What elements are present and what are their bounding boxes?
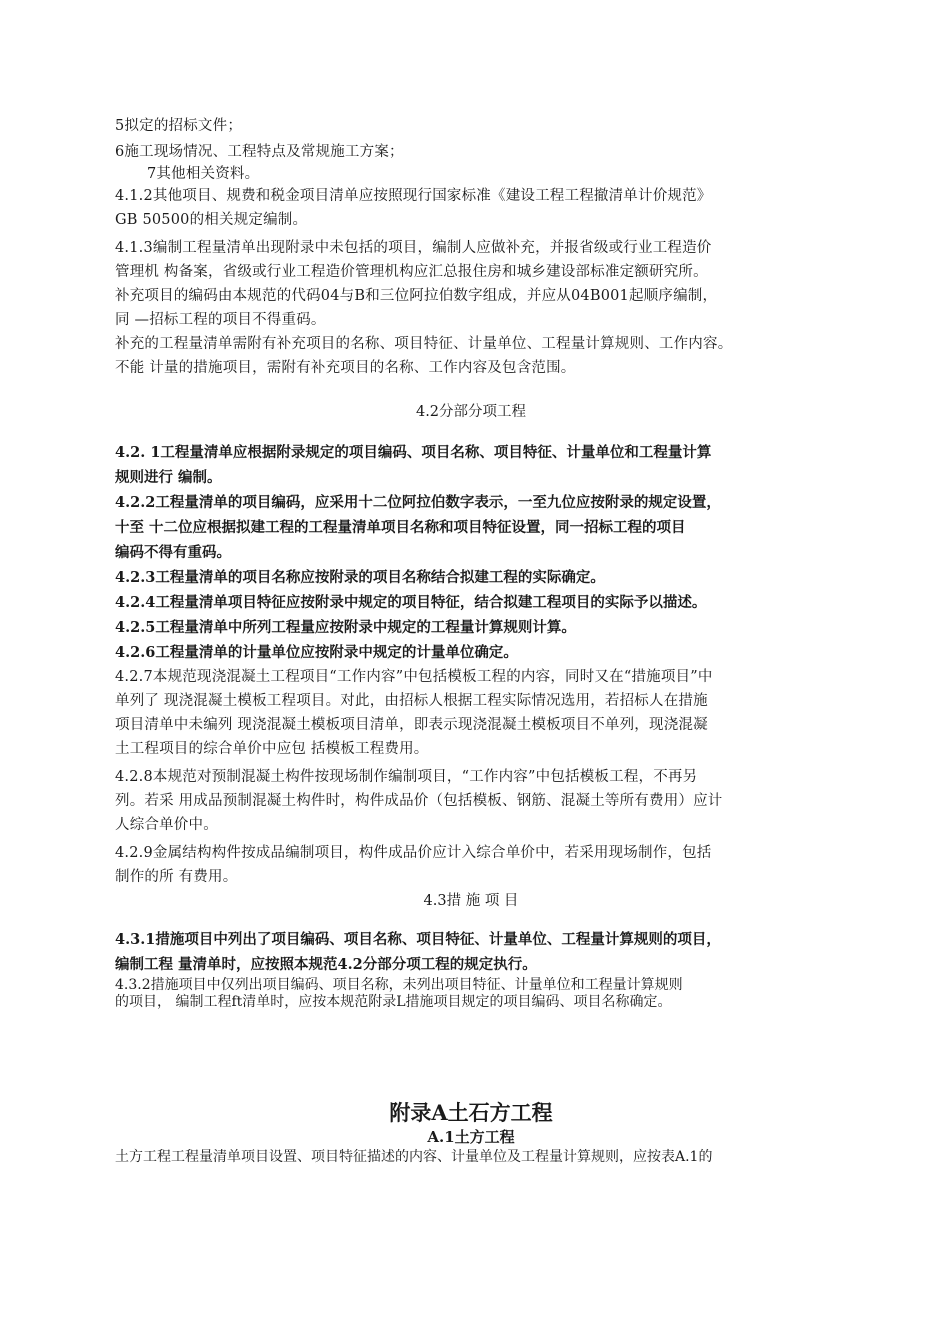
section-heading: 4.3措 施 项 目 [423,893,519,909]
text-line: 的项目， 编制工程ft清单时，应按本规范附录L措施项目规定的项目编码、项目名称确定。 [115,994,672,1010]
text-line: 管理机 构备案，省级或行业工程造价管理机构应汇总报住房和城乡建设部标准定额研究所。 [115,264,708,280]
text-line: 补充项目的编码由本规范的代码04与B和三位阿拉伯数字组成，并应从04B001起顺序编制， [115,288,718,304]
text-line: 土方工程工程量清单项目设置、项目特征描述的内容、计量单位及工程量计算规则，应按表A.1的 [115,1149,713,1165]
bold-clause: 十至 十二位应根据拟建工程的工程量清单项目名称和项目特征设置，同一招标工程的项目 [115,519,686,536]
text-line: 补充的工程量清单需附有补充项目的名称、项目特征、计量单位、工程量计算规则、工作内容。 [115,336,733,352]
text-line: 人综合单价中。 [115,817,218,833]
bold-clause: 编码不得有重码。 [115,544,231,561]
text-line: 4.2.7本规范现浇混凝土工程项目“工作内容”中包括模板工程的内容，同时又在“措施项目”中 [115,669,713,685]
bold-clause: 4.2.6工程量清单的计量单位应按附录中规定的计量单位确定。 [115,644,518,661]
bold-clause: 编制工程 量清单时，应按照本规范4.2分部分项工程的规定执行。 [115,956,537,973]
text-line: 4.2.9金属结构构件按成品编制项目，构件成品价应计入综合单价中，若采用现场制作，包括 [115,845,712,861]
bold-clause: 规则进行 编制。 [115,469,222,486]
text-line: 4.2.8本规范对预制混凝土构件按现场制作编制项目，“工作内容”中包括模板工程，不再另 [115,769,698,785]
text-line: 4.1.3编制工程量清单出现附录中未包括的项目，编制人应做补充，并报省级或行业工程造价 [115,240,712,256]
text-line: 项目清单中未编列 现浇混凝土模板项目清单，即表示现浇混凝土模板项目不单列，现浇混凝 [115,717,708,733]
text-line: GB 50500的相关规定编制。 [115,212,308,228]
bold-clause: 4.2.5工程量清单中所列工程量应按附录中规定的工程量计算规则计算。 [115,619,576,636]
document-page [115,114,827,1167]
bold-clause: 4.2.4工程量清单项目特征应按附录中规定的项目特征，结合拟建工程项目的实际予以描述。 [115,594,707,611]
text-line: 不能 计量的措施项目，需附有补充项目的名称、工作内容及包含范围。 [115,360,576,376]
bold-clause: 4.2. 1工程量清单应根据附录规定的项目编码、项目名称、项目特征、计量单位和工程量计算 [115,444,712,461]
text-line: 制作的所 有费用。 [115,869,238,885]
text-line: 7其他相关资料。 [147,166,260,182]
text-line: 6施工现场情况、工程特点及常规施工方案； [115,144,404,160]
text-line: 同 —招标工程的项目不得重码。 [115,312,326,328]
text-line: 列。若采 用成品预制混凝土构件时，构件成品价（包括模板、钢筋、混凝土等所有费用）应计 [115,793,723,809]
bold-clause: 4.3.1措施项目中列出了项目编码、项目名称、项目特征、计量单位、工程量计算规则的项目， [115,931,721,948]
appendix-subtitle: A.1土方工程 [427,1128,515,1146]
text-line: 5拟定的招标文件； [115,118,243,134]
bold-clause: 4.2.3工程量清单的项目名称应按附录的项目名称结合拟建工程的实际确定。 [115,569,605,586]
bold-clause: 4.2.2工程量清单的项目编码，应采用十二位阿拉伯数字表示，一至九位应按附录的规定设置， [115,494,721,511]
appendix-title: 附录A土石方工程 [389,1100,553,1125]
text-line: 4.3.2措施项目中仅列出项目编码、项目名称，未列出项目特征、计量单位和工程量计算规则 [115,977,683,993]
section-heading: 4.2分部分项工程 [415,404,527,420]
text-line: 土工程项目的综合单价中应包 括模板工程费用。 [115,741,429,757]
text-line: 4.1.2其他项目、规费和税金项目清单应按照现行国家标准《建设工程工程撤清单计价规范》 [115,188,712,204]
text-line: 单列了 现浇混凝土模板工程项目。对此，由招标人根据工程实际情况选用，若招标人在措施 [115,693,708,709]
